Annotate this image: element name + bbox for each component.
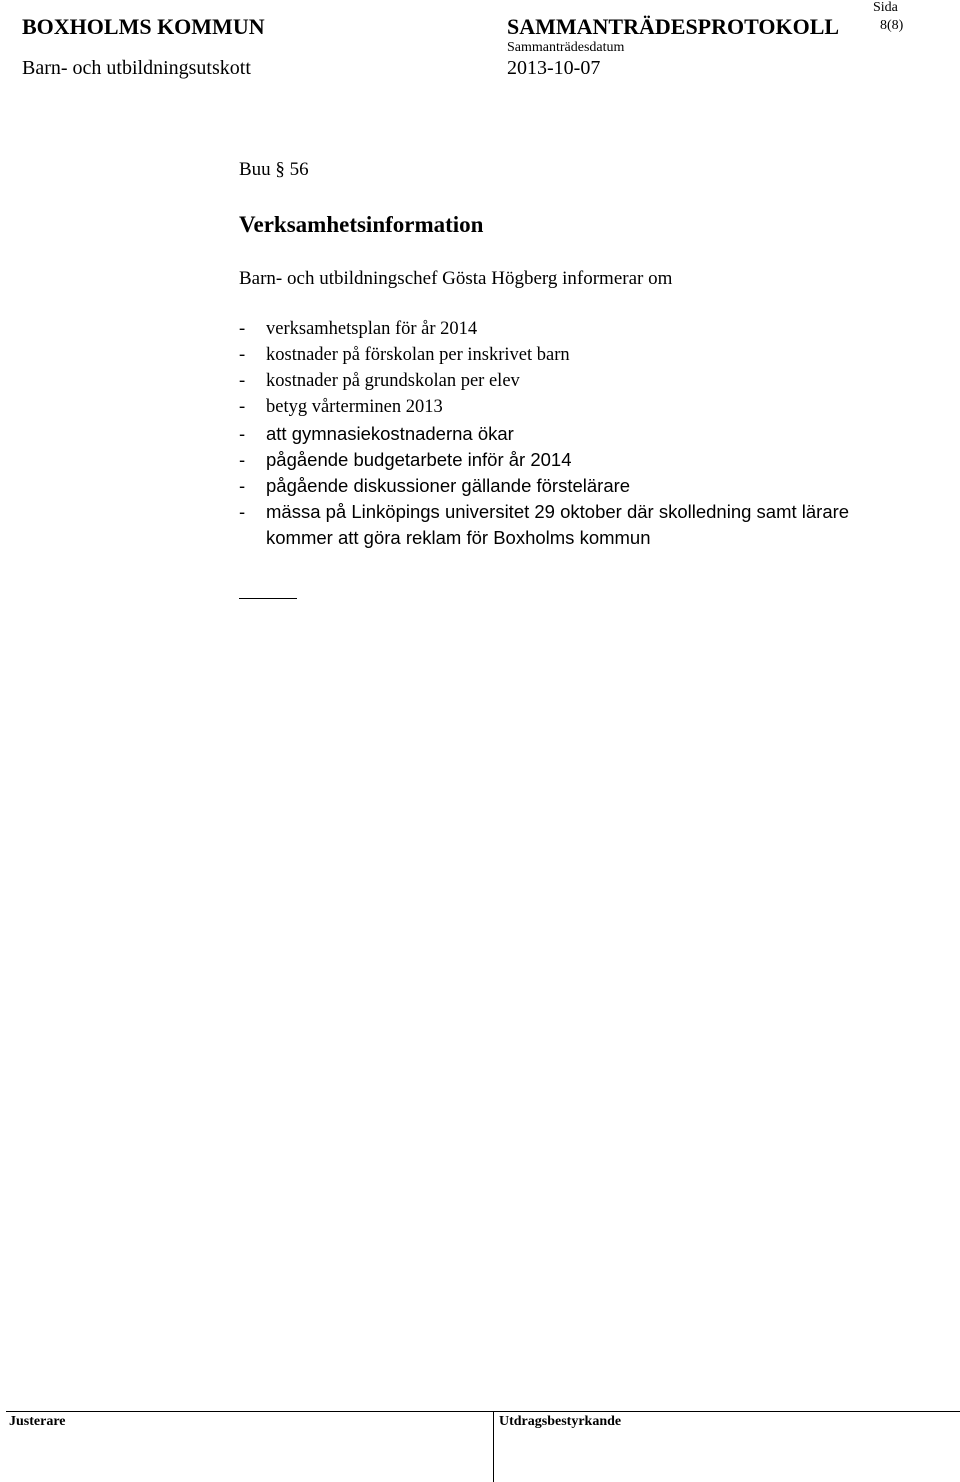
org-name: BOXHOLMS KOMMUN	[22, 14, 265, 39]
list-dash: -	[239, 501, 246, 522]
list-item	[239, 423, 514, 445]
footer-signer-label: Justerare	[9, 1414, 66, 1429]
list-item	[239, 501, 849, 523]
footer-certification-label: Utdragsbestyrkande	[499, 1414, 622, 1429]
section-title: Verksamhetsinformation	[239, 212, 484, 237]
list-item-text: mässa på Linköpings universitet 29 oktober där skolledning samt lärare	[266, 501, 850, 522]
list-dash: -	[239, 371, 246, 391]
list-item	[239, 371, 520, 392]
list-item-text: att gymnasiekostnaderna ökar	[266, 423, 514, 444]
footer-divider	[493, 1411, 494, 1482]
list-item	[239, 449, 572, 471]
meeting-date: 2013-10-07	[507, 57, 601, 79]
committee-name: Barn- och utbildningsutskott	[22, 57, 251, 79]
list-item	[239, 319, 477, 340]
page-label: Sida	[873, 0, 898, 15]
section-intro: Barn- och utbildningschef Gösta Högberg informerar om	[239, 268, 673, 289]
list-item-text: pågående diskussioner gällande förstelärare	[266, 475, 631, 496]
list-item-text: betyg vårterminen 2013	[266, 397, 443, 417]
list-item-text: pågående budgetarbete inför år 2014	[266, 449, 572, 470]
list-dash: -	[239, 397, 246, 417]
list-dash: -	[239, 423, 246, 444]
date-label: Sammanträdesdatum	[507, 40, 625, 55]
list-item-text: verksamhetsplan för år 2014	[266, 319, 478, 339]
footer-rule	[6, 1411, 960, 1412]
list-dash: -	[239, 475, 246, 496]
page-number: 8(8)	[880, 18, 904, 33]
list-item-text: kostnader på grundskolan per elev	[266, 371, 520, 391]
list-item-text: kostnader på förskolan per inskrivet barn	[266, 345, 570, 365]
section-number: Buu § 56	[239, 159, 309, 180]
list-item	[239, 397, 443, 418]
list-dash: -	[239, 345, 246, 365]
list-dash: -	[239, 449, 246, 470]
list-item-text: kommer att göra reklam för Boxholms kommun	[266, 527, 651, 548]
document-type: SAMMANTRÄDESPROTOKOLL	[507, 14, 840, 39]
list-dash: -	[239, 319, 246, 339]
list-item-continuation	[239, 527, 651, 549]
section-end-rule	[239, 598, 297, 599]
list-item	[239, 345, 570, 366]
list-item	[239, 475, 630, 497]
